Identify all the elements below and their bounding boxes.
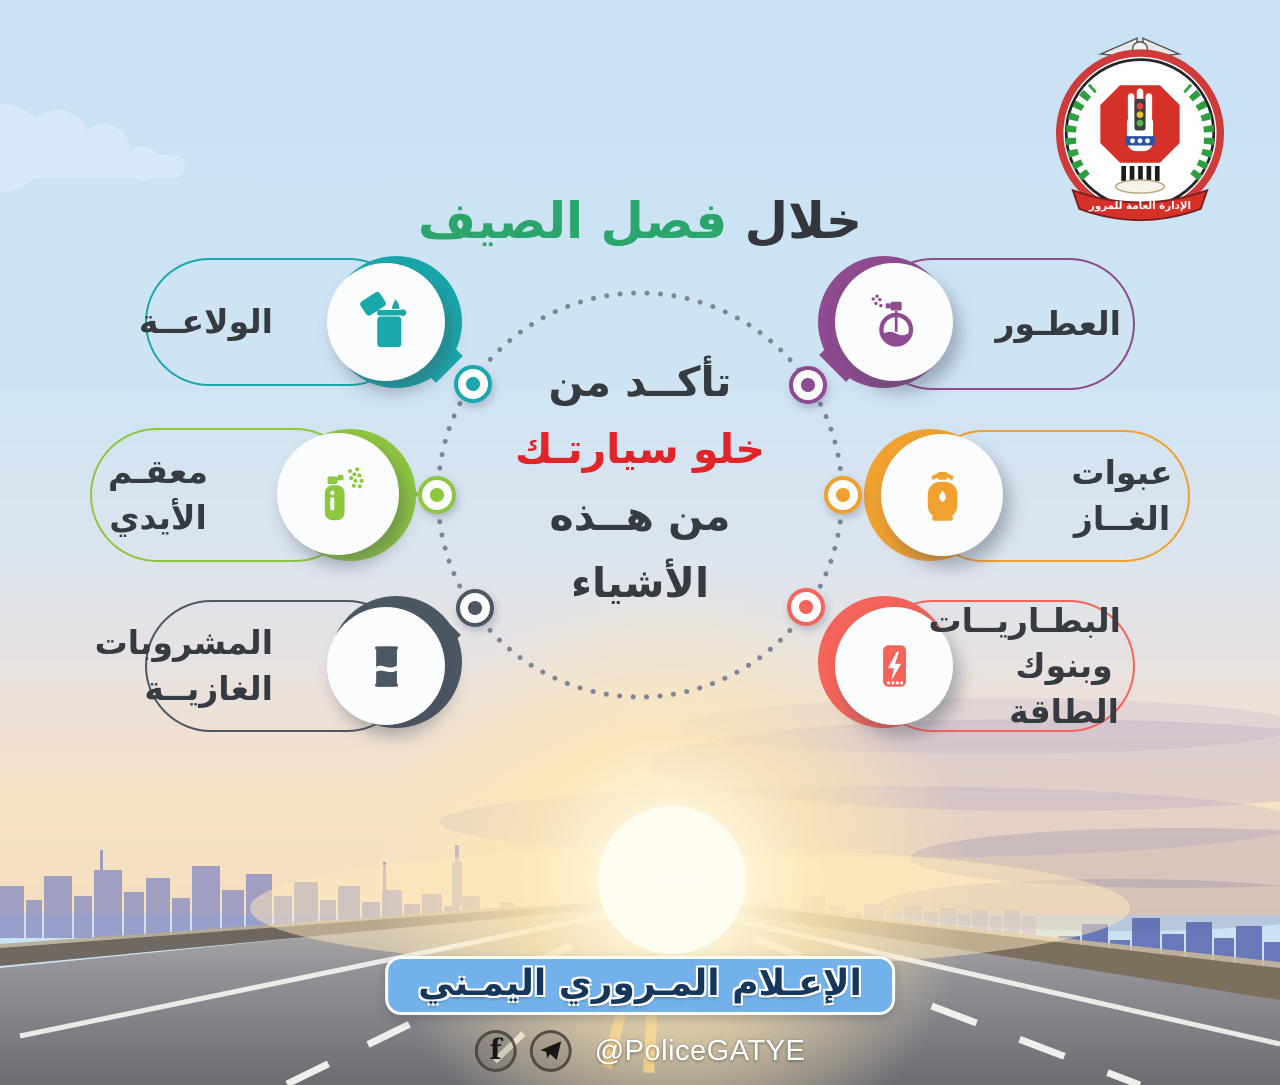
bubble-label-line1: المشروبات [94, 623, 273, 663]
social-handle: @PoliceGATYE [594, 1034, 806, 1067]
connector-node-sanitizer [418, 476, 456, 514]
bubble-label-line2: الغــاز [1073, 499, 1171, 538]
power-bank-icon [859, 631, 929, 701]
gas-cylinder-icon [907, 460, 977, 530]
bubble-label-line1: معقـم [108, 452, 208, 492]
bubble-label-line1: العطـور [995, 304, 1121, 344]
bubble-hand-sanitizer [90, 428, 362, 562]
bubble-batteries-power-banks [867, 600, 1135, 732]
bubble-label [995, 258, 1121, 390]
perfume-bottle-icon [859, 287, 929, 357]
bubble-gas-canisters [918, 430, 1190, 562]
bubble-icon-circle [881, 434, 1003, 556]
title-prefix: خلال [744, 191, 862, 250]
telegram-icon [530, 1030, 572, 1072]
connector-node-perfume [789, 366, 827, 404]
sun [598, 806, 746, 954]
center-line-2: خلو سيارتـك [515, 425, 765, 473]
hand-traffic-light [1125, 89, 1155, 152]
bubble-perfume [867, 258, 1135, 390]
footer-badge: الإعـلام المـروري اليمـني [385, 956, 895, 1015]
bubble-label-line1: عبوات [1071, 453, 1173, 493]
bubble-icon-circle [327, 263, 445, 381]
bubble-icon-circle [835, 263, 953, 381]
connector-node-gas [824, 476, 862, 514]
title-highlight: فصل الصيف [418, 191, 728, 250]
bubble-label-line1: البطـاريــات [928, 600, 1121, 640]
center-line-1: تأكــد من [548, 358, 732, 406]
bubble-label-line1: الولاعــة [138, 302, 273, 342]
facebook-icon: f [475, 1030, 517, 1072]
bubble-icon-circle [327, 607, 445, 725]
bubble-label-line2: وبنوك الطاقة [1009, 646, 1119, 731]
bubble-icon-circle [277, 433, 399, 555]
soda-can-icon [351, 631, 421, 701]
sanitizer-spray-icon [303, 459, 373, 529]
bubble-label [1068, 430, 1176, 562]
logo-banner-text: الإدارة العامة للمرور [1088, 199, 1192, 212]
bubble-label [94, 600, 273, 732]
center-line-3: من هــذه [549, 492, 731, 540]
connector-node-lighter [454, 365, 492, 403]
center-message [455, 349, 825, 617]
bubble-label [138, 258, 273, 386]
bubble-label [928, 600, 1121, 732]
connector-node-battery [787, 588, 825, 626]
bubble-label-line2: الغازيــة [144, 669, 273, 708]
social-row [475, 1030, 806, 1072]
lighter-icon [351, 287, 421, 357]
bubble-label [104, 428, 212, 562]
bubble-soda-drinks [94, 600, 413, 732]
bubble-label-line2: الأيدي [109, 498, 207, 537]
center-line-4: الأشياء [571, 559, 709, 607]
connector-node-soda [456, 589, 494, 627]
bubble-lighter [138, 258, 413, 386]
page-title [0, 192, 1280, 250]
